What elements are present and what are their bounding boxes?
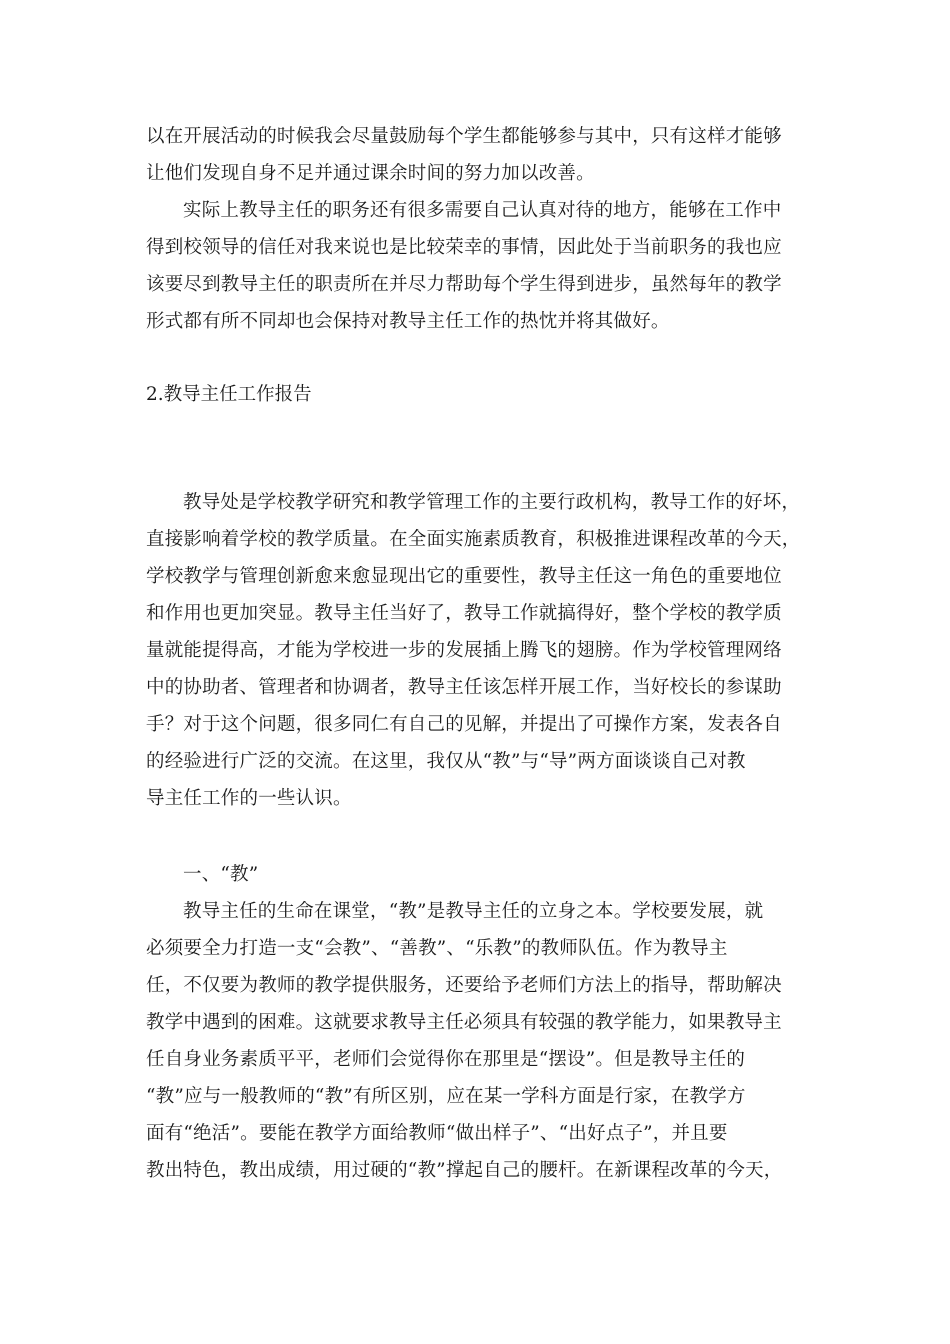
paragraph-line: 和作用也更加突显。教导主任当好了，教导工作就搞得好，整个学校的教学质 [146,603,782,624]
paragraph-line: 必须要全力打造一支“会教”、“善教”、“乐教”的教师队伍。作为教导主 [146,938,728,959]
paragraph-line: “教”应与一般教师的“教”有所区别，应在某一学科方面是行家，在教学方 [146,1086,746,1107]
paragraph-line: 手？对于这个问题，很多同仁有自己的见解，并提出了可操作方案，发表各自 [146,714,782,735]
paragraph-line: 得到校领导的信任对我来说也是比较荣幸的事情，因此处于当前职务的我也应 [146,237,782,258]
paragraph-line: 教出特色，教出成绩，用过硬的“教”撑起自己的腰杆。在新课程改革的今天， [146,1160,783,1181]
paragraph-line: 中的协助者、管理者和协调者，教导主任该怎样开展工作，当好校长的参谋助 [146,677,782,698]
section-heading: 2.教导主任工作报告 [146,384,312,405]
paragraph-line: 该要尽到教导主任的职责所在并尽力帮助每个学生得到进步，虽然每年的教学 [146,274,782,295]
paragraph-line: 学校教学与管理创新愈来愈显现出它的重要性，教导主任这一角色的重要地位 [146,566,782,587]
paragraph-line: 教导主任的生命在课堂，“教”是教导主任的立身之本。学校要发展，就 [183,901,764,922]
paragraph-line: 量就能提得高，才能为学校进一步的发展插上腾飞的翅膀。作为学校管理网络 [146,640,782,661]
paragraph-line: 实际上教导主任的职务还有很多需要自己认真对待的地方，能够在工作中 [183,200,782,221]
paragraph-line: 面有“绝活”。要能在教学方面给教师“做出样子”、“出好点子”，并且要 [146,1123,728,1144]
paragraph-line: 以在开展活动的时候我会尽量鼓励每个学生都能够参与其中，只有这样才能够 [146,126,782,147]
paragraph-line: 让他们发现自身不足并通过课余时间的努力加以改善。 [146,163,595,184]
paragraph-line: 教学中遇到的困难。这就要求教导主任必须具有较强的教学能力，如果教导主 [146,1012,782,1033]
paragraph-line: 导主任工作的一些认识。 [146,788,352,809]
paragraph-line: 直接影响着学校的教学质量。在全面实施素质教育，积极推进课程改革的今天， [146,529,801,550]
paragraph-line: 形式都有所不同却也会保持对教导主任工作的热忱并将其做好。 [146,311,670,332]
paragraph-line: 任自身业务素质平平，老师们会觉得你在那里是“摆设”。但是教导主任的 [146,1049,746,1070]
paragraph-line: 教导处是学校教学研究和教学管理工作的主要行政机构，教导工作的好坏， [183,492,801,513]
subheading: 一、“教” [183,864,259,885]
paragraph-line: 的经验进行广泛的交流。在这里，我仅从“教”与“导”两方面谈谈自己对教 [146,751,746,772]
paragraph-line: 任，不仅要为教师的教学提供服务，还要给予老师们方法上的指导，帮助解决 [146,975,782,996]
